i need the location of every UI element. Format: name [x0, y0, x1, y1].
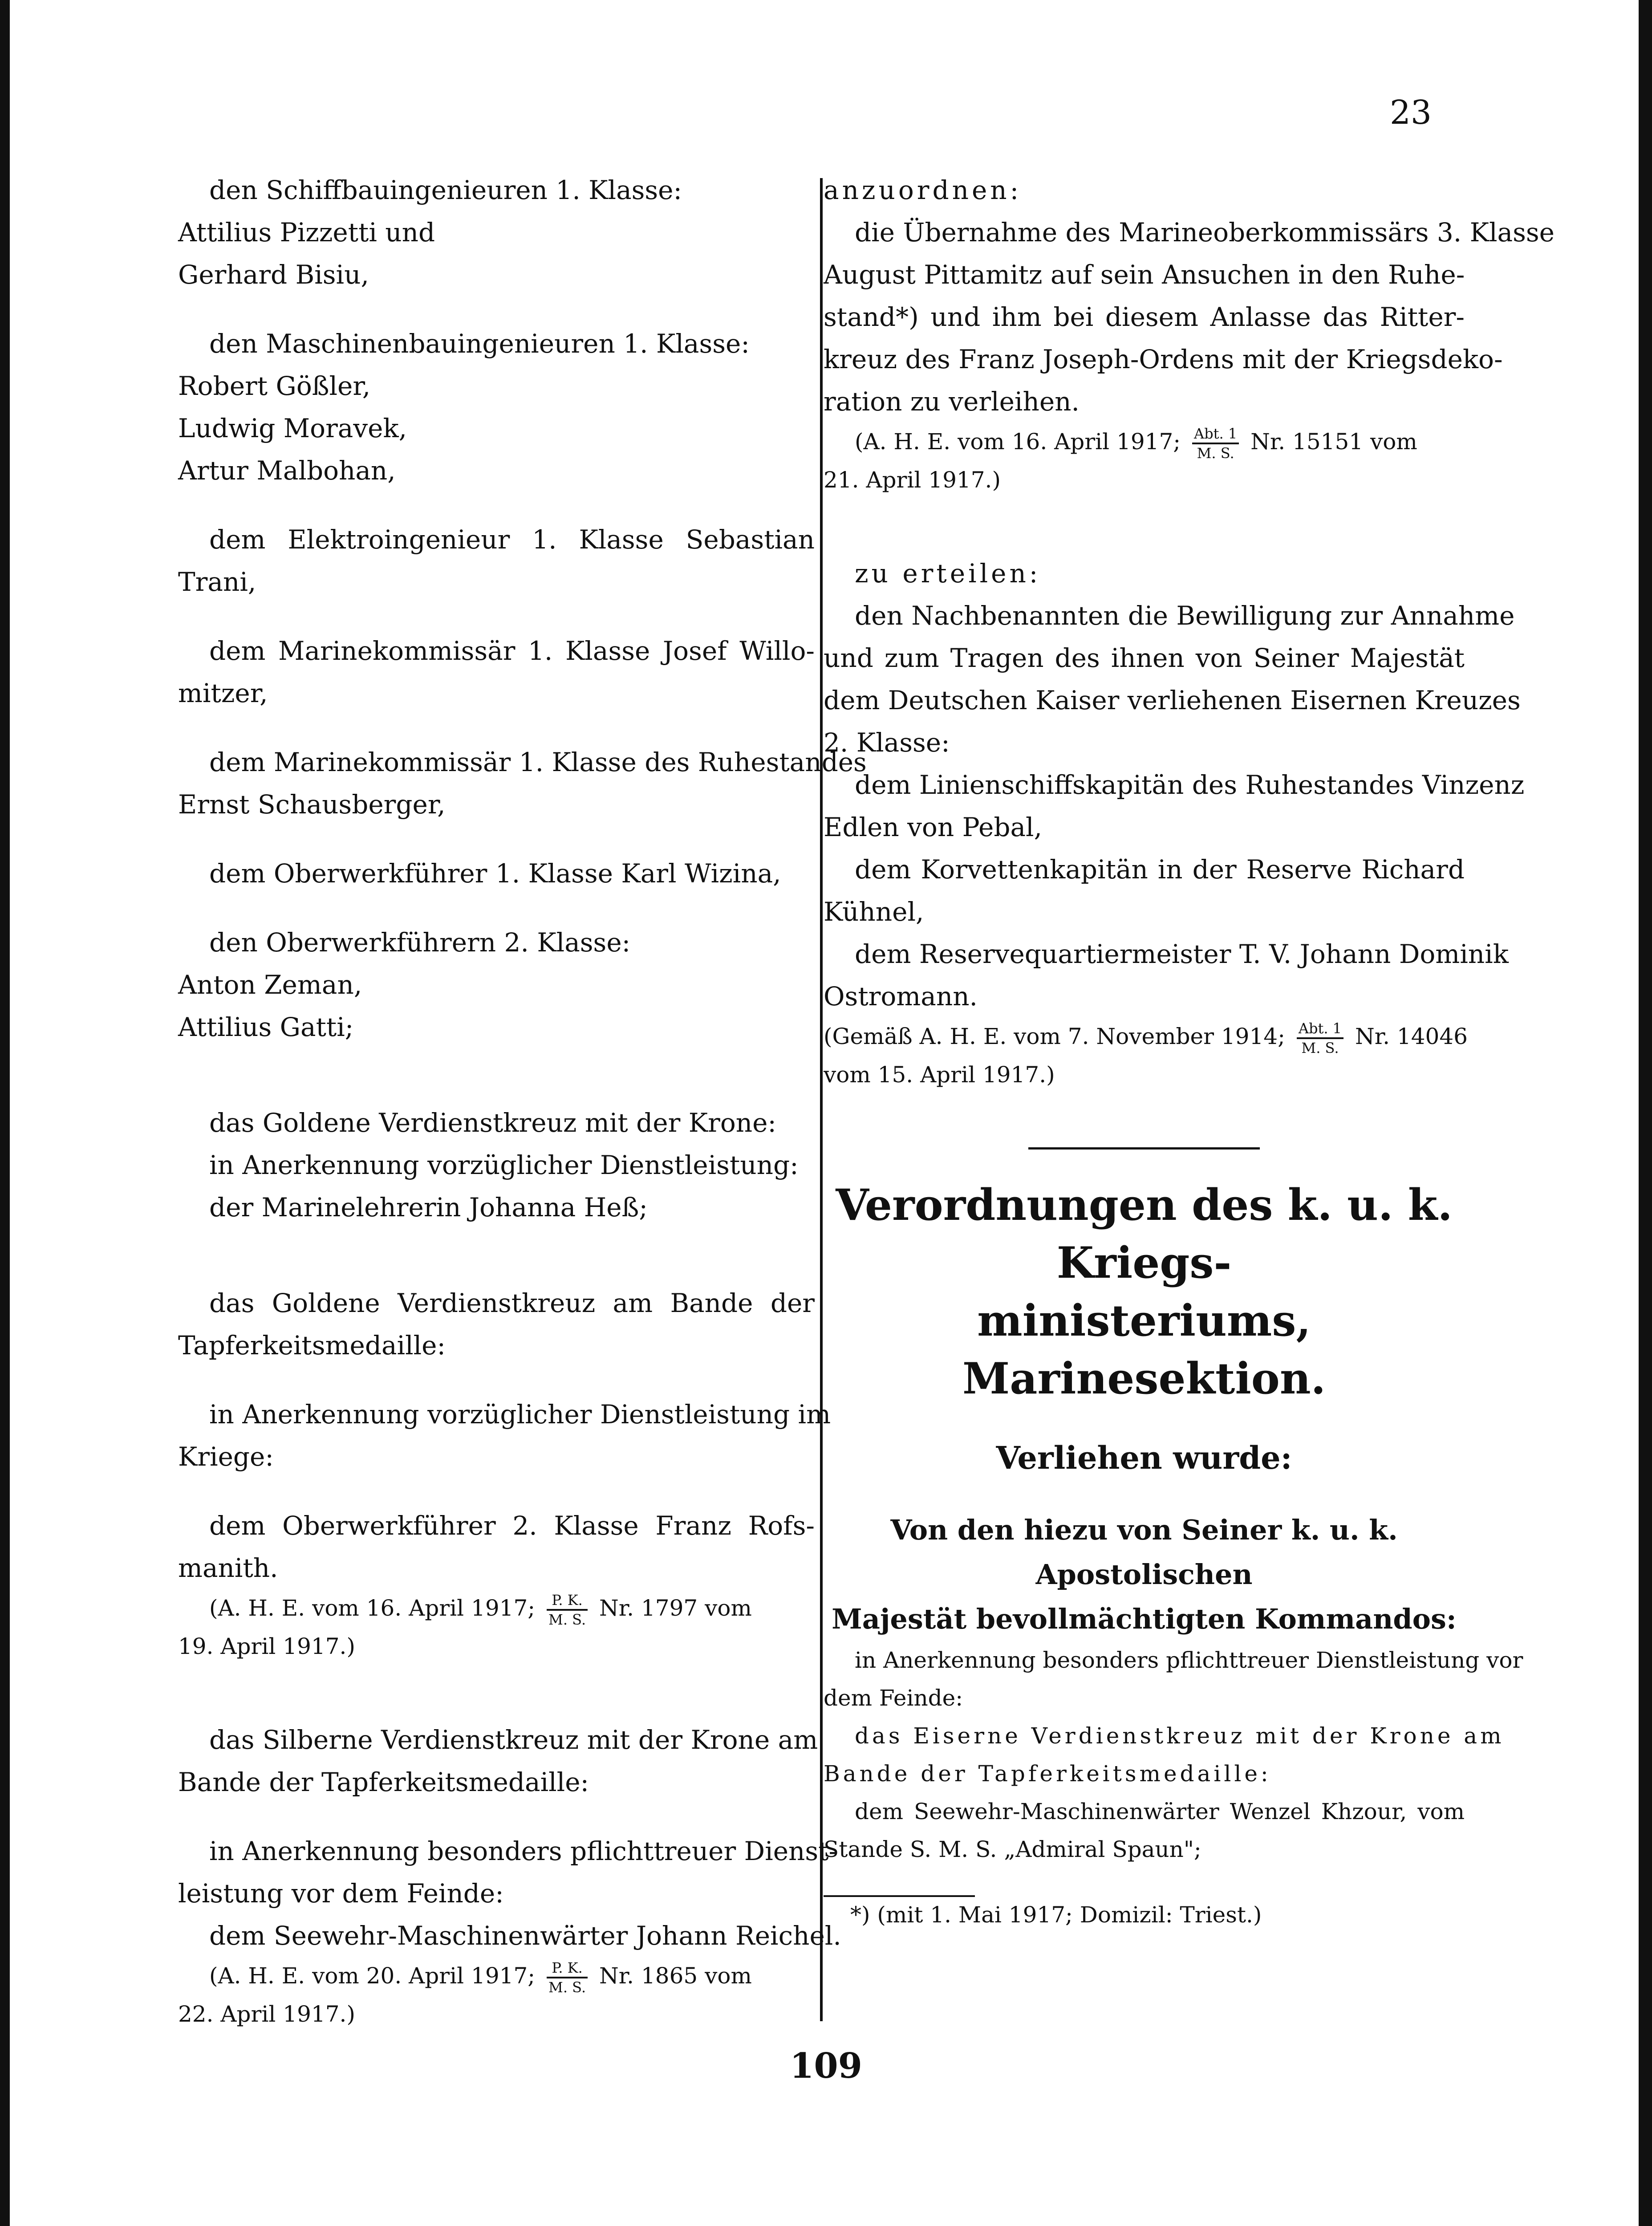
- text-line: das Goldene Verdienstkreuz am Bande der: [209, 1288, 815, 1318]
- text-line: dem Marinekommissär 1. Klasse Josef Willo-: [209, 636, 815, 666]
- text-line: dem Seewehr-Maschinenwärter Johann Reichel.: [209, 1921, 841, 1951]
- citation-text: (A. H. E. vom 20. April 1917;: [209, 1963, 536, 1989]
- text-line: Bande der Tapferkeitsmedaille:: [178, 1767, 589, 1797]
- text-line: das Goldene Verdienstkreuz mit der Krone:: [209, 1108, 776, 1138]
- text-line: Stande S. M. S. „Admiral Spaun";: [824, 1836, 1201, 1862]
- text-line: den Schiffbauingenieuren 1. Klasse:: [209, 175, 682, 205]
- text-line: dem Oberwerkführer 2. Klasse Franz Rofs-: [209, 1511, 815, 1541]
- text-line: Trani,: [178, 567, 256, 597]
- text-line: und zum Tragen des ihnen von Seiner Majestät: [824, 643, 1465, 673]
- left-column: [178, 169, 867, 2033]
- text-line: Edlen von Pebal,: [824, 812, 1043, 842]
- section-label: anzuordnen:: [824, 175, 1022, 205]
- text-line: kreuz des Franz Joseph-Ordens mit der Kriegsdeko-: [824, 344, 1503, 374]
- text-line: 21. April 1917.): [824, 467, 1001, 493]
- text-line: den Maschinenbauingenieuren 1. Klasse:: [209, 329, 750, 359]
- subheading: Majestät bevollmächtigten Kommandos:: [832, 1603, 1457, 1635]
- text-line: Attilius Pizzetti und: [178, 217, 435, 248]
- text-line: in Anerkennung vorzüglicher Dienstleistung im: [209, 1399, 831, 1430]
- text-line: leistung vor dem Feinde:: [178, 1878, 504, 1909]
- text-line: dem Deutschen Kaiser verliehenen Eisernen Kreuzes: [824, 685, 1521, 715]
- text-line: dem Marinekommissär 1. Klasse des Ruhestandes: [209, 747, 867, 777]
- text-line: Artur Malbohan,: [178, 455, 396, 486]
- text-line: den Nachbenannten die Bewilligung zur Annahme: [855, 601, 1515, 631]
- fraction-top: Abt. 1: [1297, 1020, 1344, 1039]
- text-line: manith.: [178, 1553, 278, 1583]
- text-line: 19. April 1917.): [178, 1633, 355, 1659]
- text-line: August Pittamitz auf sein Ansuchen in den Ruhe-: [824, 260, 1465, 290]
- text-line: dem Korvettenkapitän in der Reserve Richard: [855, 854, 1465, 885]
- footnote: *) (mit 1. Mai 1917; Domizil: Triest.): [850, 1902, 1262, 1928]
- section-label: zu erteilen:: [855, 558, 1041, 589]
- text-line: Robert Gößler,: [178, 371, 371, 401]
- text-line: Anton Zeman,: [178, 970, 362, 1000]
- fraction: [1192, 426, 1239, 461]
- text-line: Gerhard Bisiu,: [178, 260, 369, 290]
- scan-border-left: [0, 0, 10, 2226]
- text-line: vom 15. April 1917.): [824, 1062, 1055, 1088]
- text-line: 2. Klasse:: [824, 727, 950, 758]
- fraction-top: P. K.: [547, 1960, 588, 1978]
- text-line: ration zu verleihen.: [824, 386, 1080, 417]
- text-line: dem Oberwerkführer 1. Klasse Karl Wizina,: [209, 858, 781, 889]
- column-divider: [820, 178, 823, 2021]
- text-line: mitzer,: [178, 678, 268, 708]
- fraction-top: Abt. 1: [1192, 426, 1239, 444]
- text-line: 22. April 1917.): [178, 2001, 355, 2027]
- text-line: Kühnel,: [824, 897, 924, 927]
- text-line: in Anerkennung besonders pflichttreuer Dienst-: [209, 1836, 838, 1866]
- fraction-bottom: M. S.: [548, 1979, 586, 1996]
- right-column: [824, 169, 1555, 1933]
- text-line: Ernst Schausberger,: [178, 789, 446, 820]
- text-line: Ostromann.: [824, 981, 978, 1011]
- footer-page-number: 109: [790, 2046, 862, 2086]
- citation-text: Nr. 1797 vom: [599, 1595, 752, 1621]
- text-line: den Oberwerkführern 2. Klasse:: [209, 927, 631, 958]
- citation-text: Nr. 1865 vom: [599, 1963, 752, 1989]
- text-line: das Eiserne Verdienstkreuz mit der Krone am: [855, 1723, 1505, 1749]
- citation-line: [824, 1018, 1468, 1056]
- fraction-bottom: M. S.: [548, 1611, 586, 1628]
- fraction-bottom: M. S.: [1197, 445, 1234, 462]
- fraction: [547, 1592, 588, 1628]
- text-line: dem Feinde:: [824, 1685, 963, 1711]
- fraction-bottom: M. S.: [1301, 1040, 1339, 1056]
- fraction-top: P. K.: [547, 1592, 588, 1611]
- citation-line: [178, 1957, 815, 1995]
- section-heading: Verordnungen des k. u. k. Kriegs-: [836, 1180, 1453, 1288]
- subheading: Von den hiezu von Seiner k. u. k. Apostolischen: [890, 1514, 1398, 1591]
- citation-text: (A. H. E. vom 16. April 1917;: [209, 1595, 536, 1621]
- text-line: das Silberne Verdienstkreuz mit der Krone am: [209, 1725, 818, 1755]
- fraction: [1297, 1020, 1344, 1056]
- subheading: Verliehen wurde:: [996, 1439, 1292, 1476]
- text-line: die Übernahme des Marineoberkommissärs 3. Klasse: [855, 217, 1555, 248]
- citation-line: [178, 1589, 815, 1628]
- text-line: in Anerkennung besonders pflichttreuer Dienstleistung vor: [855, 1647, 1523, 1673]
- text-line: dem Reservequartiermeister T. V. Johann Dominik: [855, 939, 1509, 969]
- text-line: stand*) und ihm bei diesem Anlasse das Ritter-: [824, 302, 1465, 332]
- page-number: 23: [1389, 93, 1432, 132]
- text-line: dem Linienschiffskapitän des Ruhestandes Vinzenz: [855, 770, 1525, 800]
- text-line: Attilius Gatti;: [178, 1012, 354, 1042]
- text-line: Kriege:: [178, 1442, 274, 1472]
- text-line: dem Elektroingenieur 1. Klasse Sebastian: [209, 524, 815, 555]
- text-line: Tapferkeitsmedaille:: [178, 1330, 446, 1361]
- citation-text: Nr. 15151 vom: [1250, 429, 1417, 455]
- citation-line: [824, 423, 1465, 461]
- text-line: Ludwig Moravek,: [178, 413, 407, 443]
- scan-border-right: [1639, 0, 1652, 2226]
- text-line: Bande der Tapferkeitsmedaille:: [824, 1761, 1271, 1787]
- citation-text: Nr. 14046: [1355, 1024, 1468, 1049]
- section-heading: ministeriums, Marinesektion.: [962, 1296, 1326, 1404]
- text-line: der Marinelehrerin Johanna Heß;: [209, 1192, 648, 1223]
- citation-text: (Gemäß A. H. E. vom 7. November 1914;: [824, 1024, 1285, 1049]
- text-line: in Anerkennung vorzüglicher Dienstleistung:: [209, 1150, 799, 1180]
- fraction: [547, 1960, 588, 1995]
- text-line: dem Seewehr-Maschinenwärter Wenzel Khzour, vom: [855, 1799, 1465, 1824]
- citation-text: (A. H. E. vom 16. April 1917;: [855, 429, 1181, 455]
